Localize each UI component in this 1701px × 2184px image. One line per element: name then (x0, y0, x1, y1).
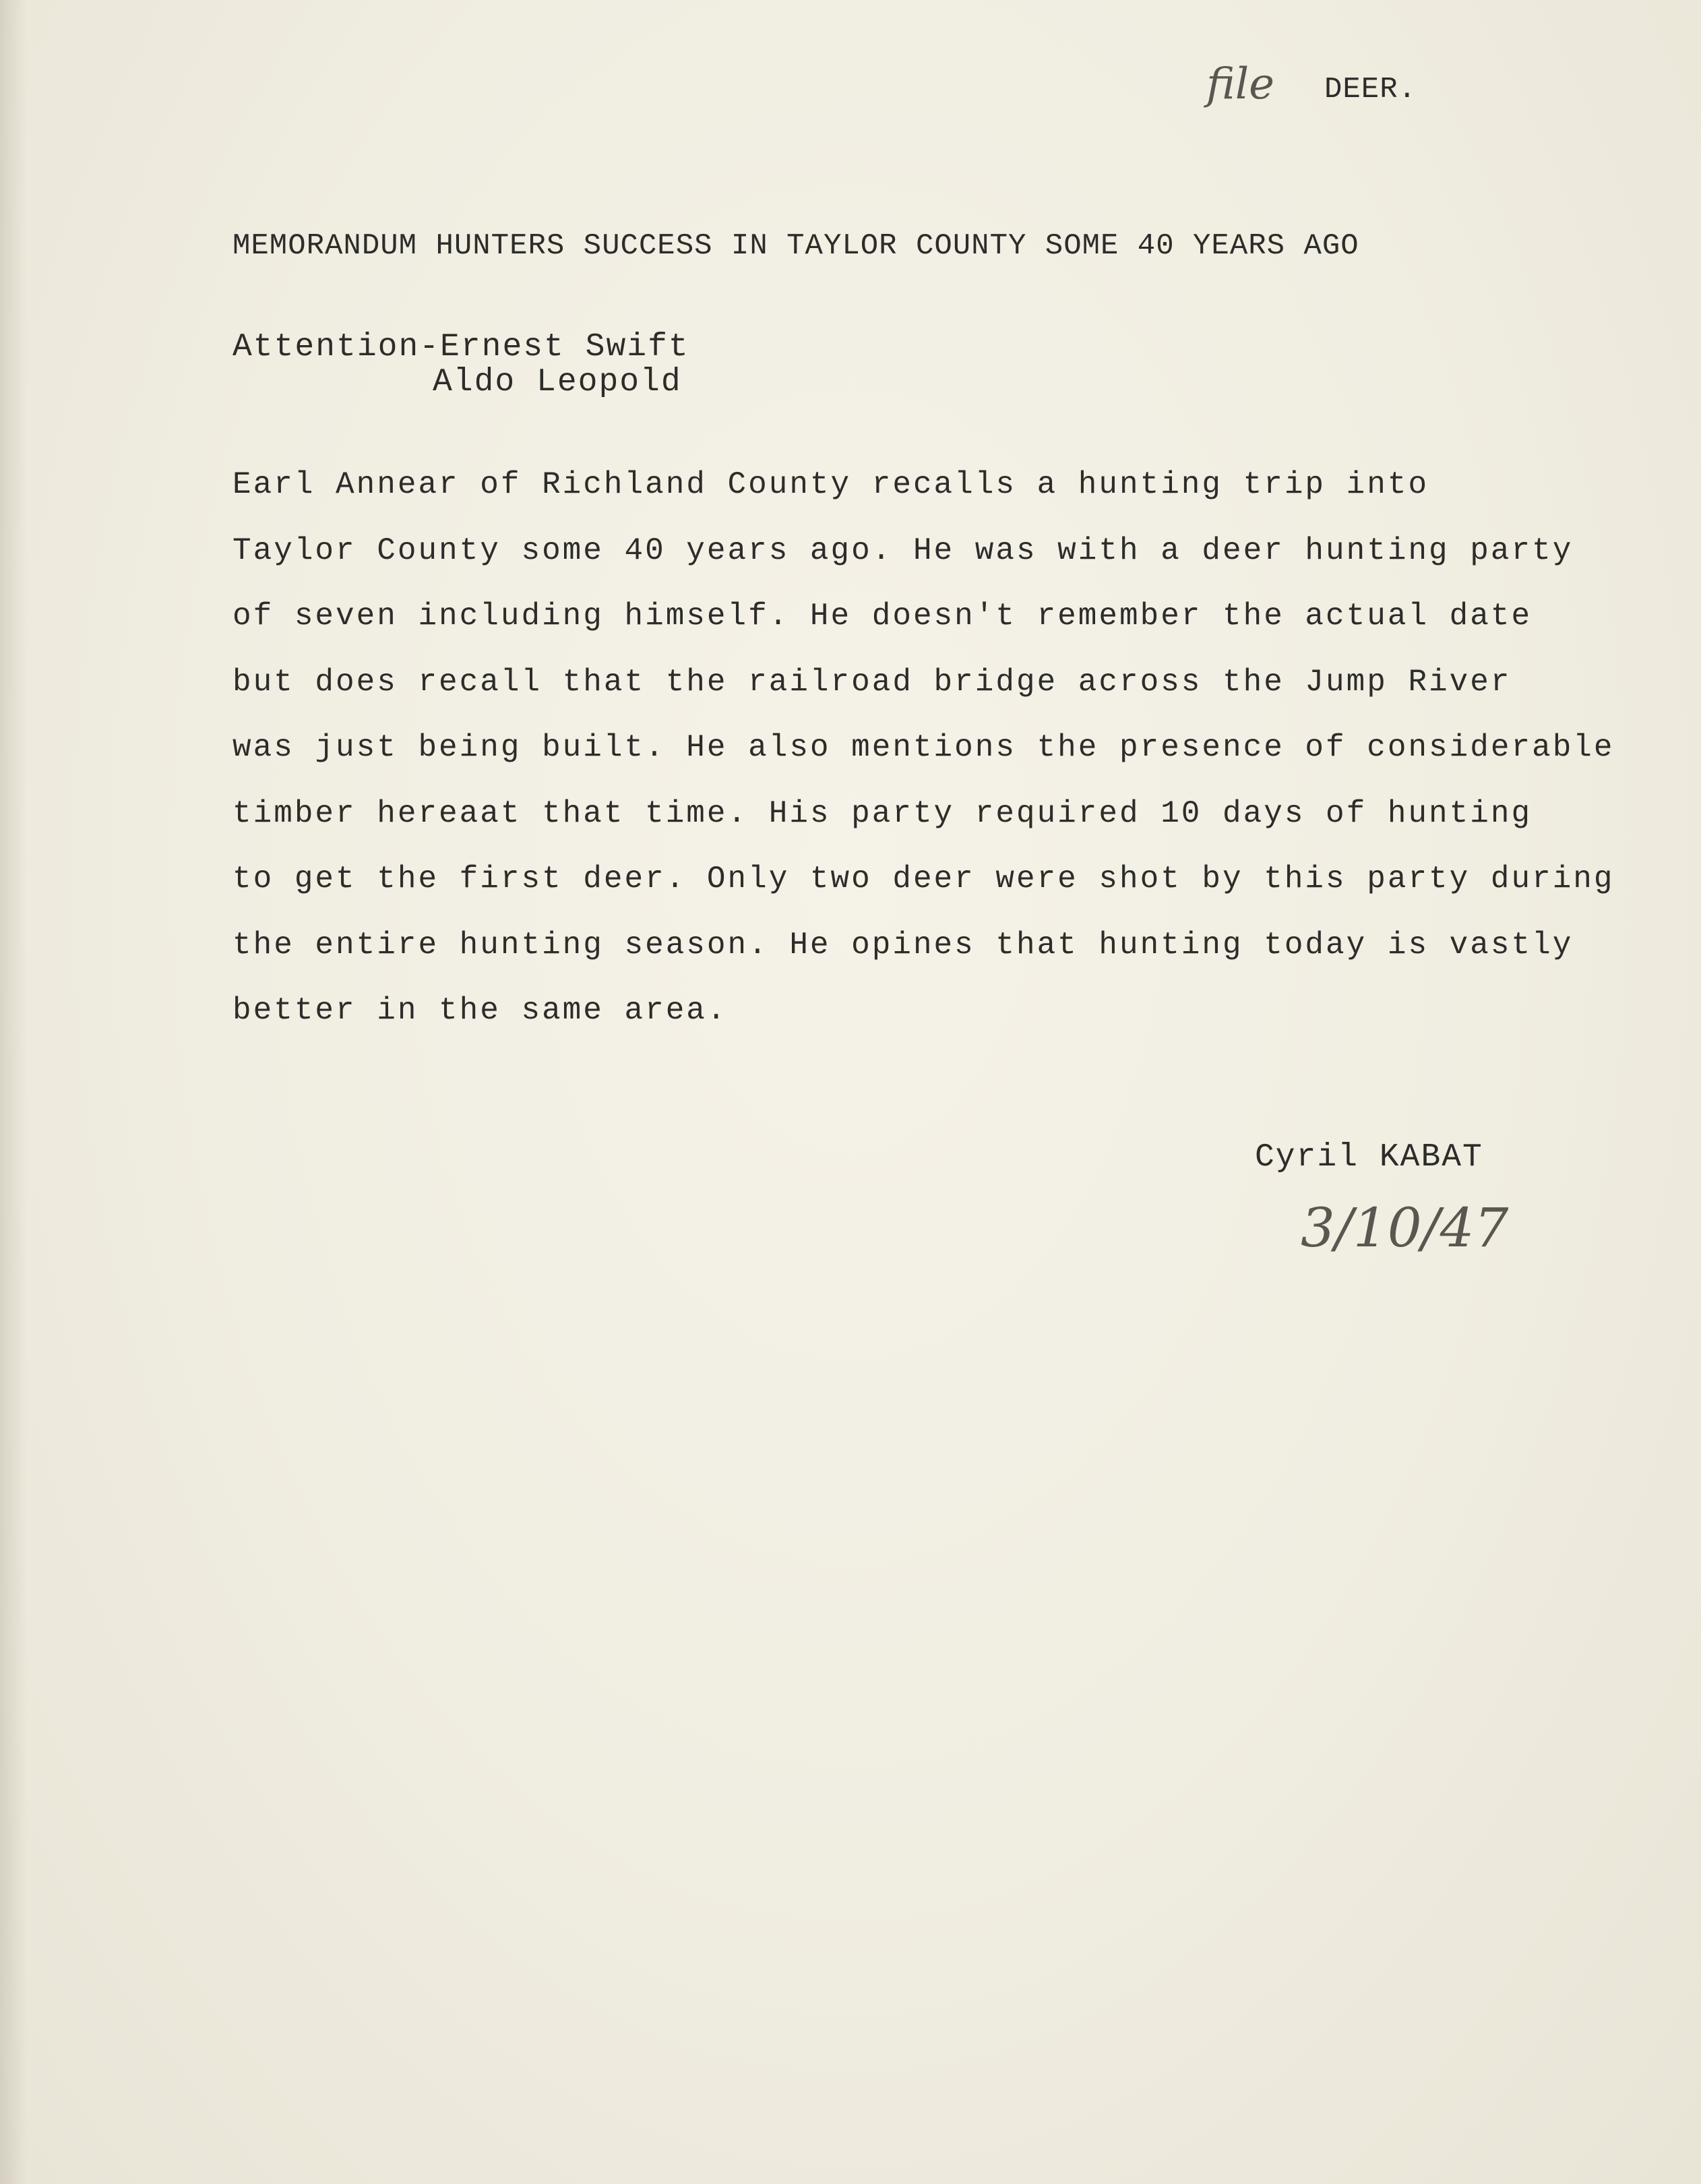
body-line: Earl Annear of Richland County recalls a hunting trip into (233, 467, 1429, 502)
attention-line-1: Attention-Ernest Swift (233, 329, 689, 365)
body-line: timber hereaat that time. His party required 10 days of hunting (233, 795, 1533, 831)
memo-title: MEMORANDUM HUNTERS SUCCESS IN TAYLOR COUNTY SOME 40 YEARS AGO (233, 229, 1359, 263)
body-line: the entire hunting season. He opines that hunting today is vastly (233, 927, 1574, 963)
handwritten-date: 3/10/47 (1301, 1196, 1509, 1259)
body-line: better in the same area. (233, 993, 728, 1028)
memo-body (233, 465, 1614, 1057)
body-line: of seven including himself. He doesn't remember the actual date (233, 599, 1533, 634)
body-line: Taylor County some 40 years ago. He was with a deer hunting party (233, 533, 1574, 568)
attention-line-2: Aldo Leopold (433, 364, 682, 400)
category-label: DEER. (1324, 73, 1417, 107)
body-line: but does recall that the railroad bridge across the Jump River (233, 664, 1512, 700)
paper-edge-shadow (0, 0, 27, 2184)
body-line: to get the first deer. Only two deer were shot by this party during (233, 861, 1615, 897)
handwritten-file-note: file (1206, 59, 1275, 109)
body-line: was just being built. He also mentions the presence of considerable (233, 730, 1615, 765)
signature: Cyril KABAT (1255, 1139, 1483, 1176)
